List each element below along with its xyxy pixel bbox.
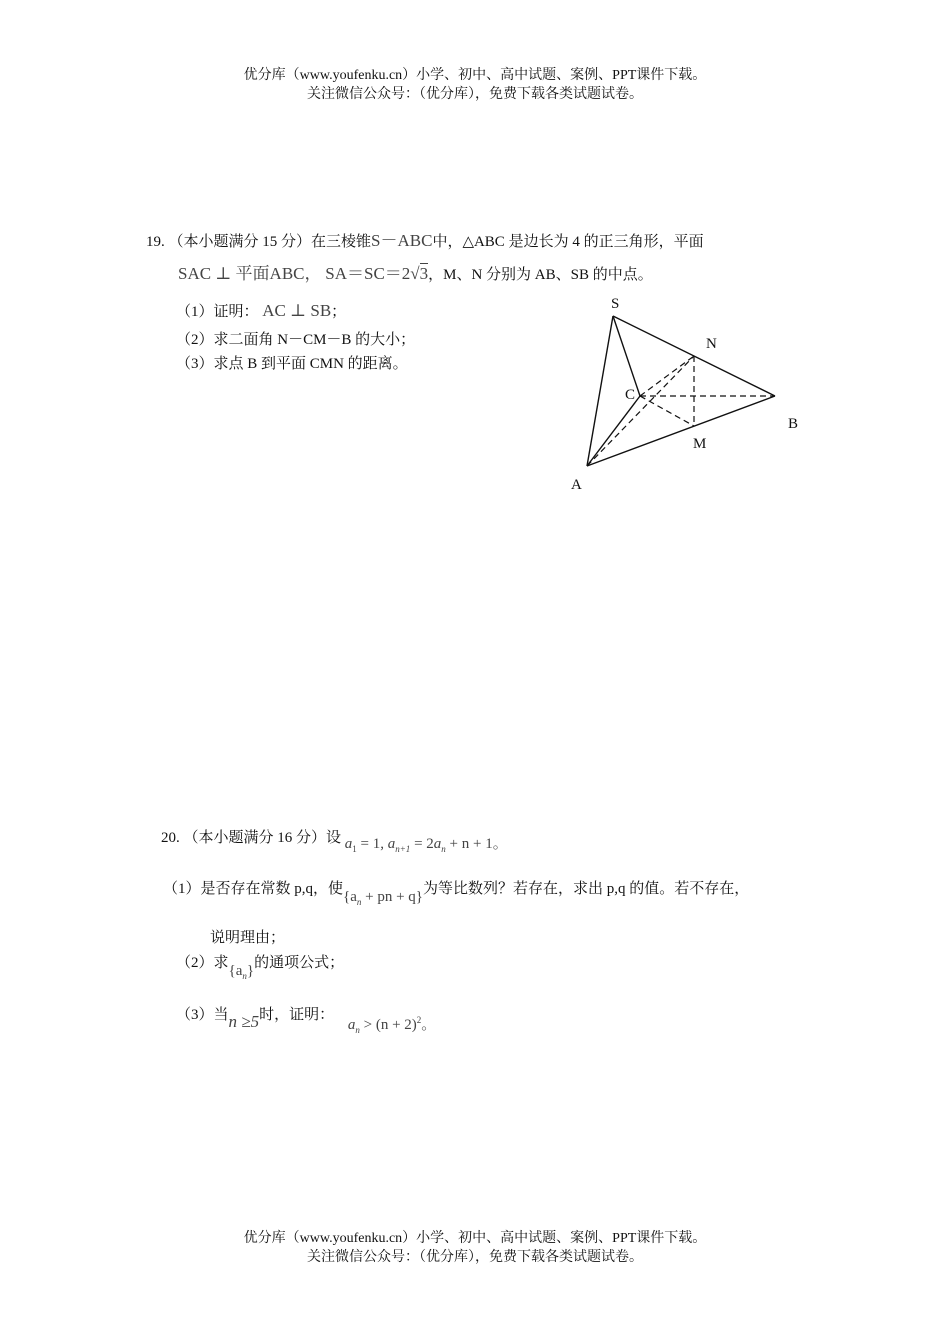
- q19-math-sqrt: 3: [419, 264, 429, 283]
- q20-intro-line: [161, 826, 508, 854]
- header-line-1: 优分库（www.youfenku.cn）小学、初中、高中试题、案例、PPT课件下载。: [243, 68, 707, 83]
- q20-part1-math: {$a_n$ + pn + q}: [343, 889, 423, 907]
- q20-part3: [176, 1003, 437, 1035]
- q19-comma: ，: [304, 264, 322, 283]
- label-M: M: [693, 436, 707, 452]
- edge-AB: [587, 396, 775, 466]
- label-B: B: [788, 416, 799, 432]
- q20-part3-a: （3）当: [176, 1007, 229, 1023]
- q20-part2-math: $\{a_n\}$: [228, 963, 255, 981]
- q19-part1-end: ；: [331, 304, 347, 320]
- q20-part1-c: 说明理由；: [210, 930, 286, 946]
- q20-number: 20.: [161, 830, 180, 846]
- q19-part1-math: AC ⊥ SB: [262, 301, 332, 320]
- edge-CN: [640, 356, 694, 396]
- q20-part2-b: 的通项公式；: [254, 955, 345, 971]
- edge-CM: [640, 396, 694, 426]
- q19-intro-line: [146, 226, 704, 251]
- q20-part1-a: （1）是否存在常数 p,q，使: [163, 881, 344, 897]
- q19-intro-a: （本小题满分 15 分）在三棱锥: [168, 234, 372, 250]
- q20-recurrence: $a_1 = 1$, $a_{n+1} = 2a_n + n + 1$。: [344, 836, 508, 854]
- sqrt-icon: √: [410, 264, 420, 283]
- q20-part1-b: 为等比数列？若存在，求出 p,q 的值。若不存在，: [423, 881, 750, 897]
- q19-part2: （2）求二面角 N－CM－B 的大小；: [176, 332, 416, 348]
- q19-intro-b: 中，△ABC 是边长为 4 的正三角形，平面: [432, 234, 704, 250]
- q20-part3-inequality: $a_n > (n + 2)^2$。: [347, 1015, 437, 1035]
- q19-math-pyramid: S－ABC: [371, 231, 433, 250]
- q19-part1: [176, 300, 346, 321]
- label-S: S: [611, 296, 620, 312]
- footer-line-1: 优分库（www.youfenku.cn）小学、初中、高中试题、案例、PPT课件下载。: [243, 1231, 707, 1246]
- q19-math-eq: SA＝SC＝2: [325, 264, 411, 283]
- q20-part2-a: （2）求: [176, 955, 229, 971]
- q19-intro-c: ，M、N 分别为 AB、SB 的中点。: [428, 267, 653, 283]
- label-A: A: [571, 477, 582, 493]
- q20-part1: [163, 877, 750, 907]
- q19-condition-line: [178, 259, 653, 284]
- q20-part2: [176, 951, 345, 981]
- header-line-2: 关注微信公众号：（优分库），免费下载各类试题试卷。: [307, 87, 643, 102]
- footer-line-2: 关注微信公众号：（优分库），免费下载各类试题试卷。: [307, 1250, 643, 1265]
- label-N: N: [706, 336, 717, 352]
- q20-part3-math: n ≥5: [228, 1012, 260, 1031]
- q19-part1-label: （1）证明：: [176, 304, 259, 320]
- q19-number: 19.: [146, 234, 165, 250]
- q19-math-perp: SAC ⊥ 平面ABC: [178, 264, 305, 283]
- q20-part3-b: 时，证明：: [259, 1007, 335, 1023]
- q19-part3: （3）求点 B 到平面 CMN 的距离。: [176, 356, 408, 372]
- label-C: C: [625, 387, 636, 403]
- q19-pyramid-figure: [560, 290, 820, 500]
- q20-intro: （本小题满分 16 分）设: [183, 830, 342, 846]
